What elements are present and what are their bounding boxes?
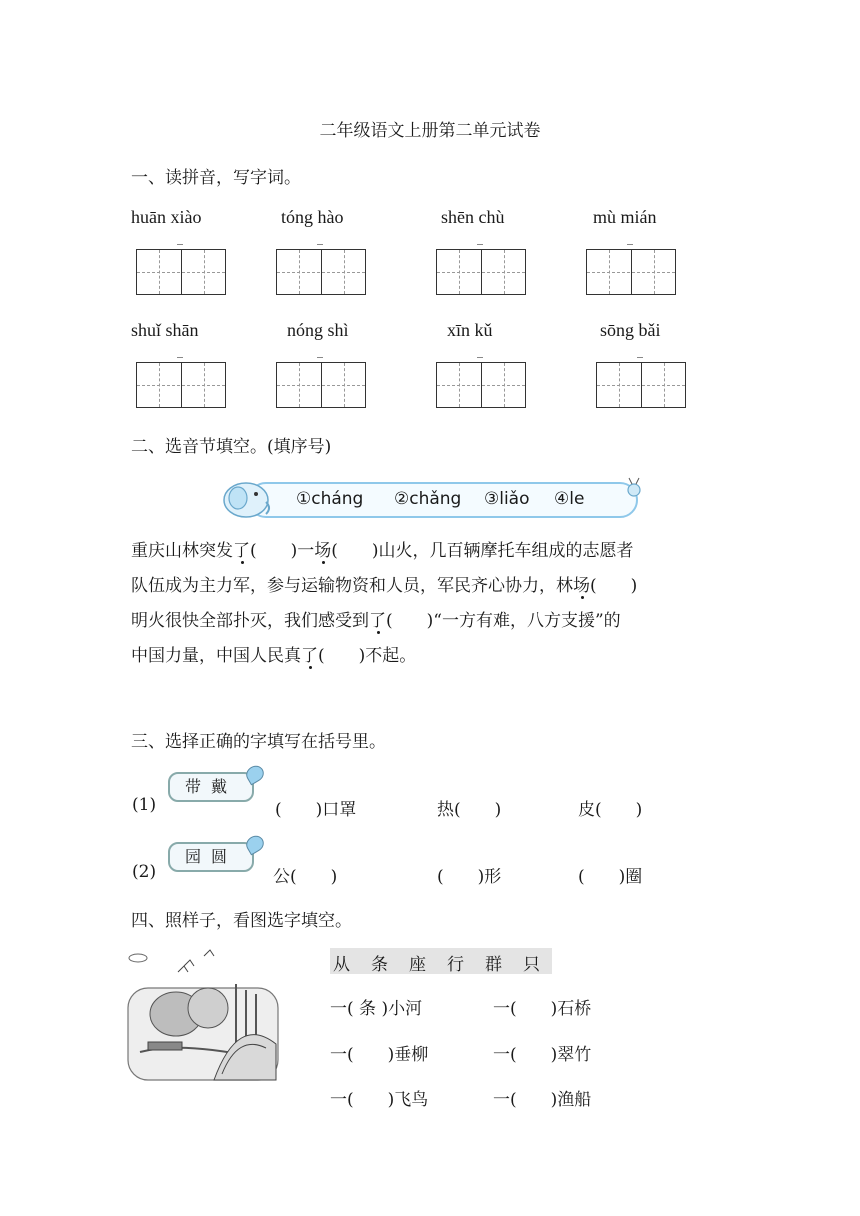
blank[interactable]: ( )不起。 [318,646,417,666]
blank[interactable]: ( )山火，几百辆摩托车组成的志愿者 [331,541,634,561]
pinyin-7: xīn kǔ [447,320,493,340]
q4-item-1a[interactable]: 一( 条 )小河 [330,999,423,1019]
pinyin-4: mù mián [593,207,657,227]
writing-grid[interactable] [136,362,226,408]
q4-item-2a[interactable]: 一( )垂柳 [330,1045,429,1065]
char-option: 座 [409,955,426,975]
q4-item-1b[interactable]: 一( )石桥 [493,999,592,1019]
character-options-bar [330,948,552,974]
writing-grid[interactable] [436,249,526,295]
fill-paragraph: 重庆山林突发了( )一场( )山火，几百辆摩托车组成的志愿者 队伍成为主力军，参与运输物资和人员，军民齐心协力，林场( ) 明火很快全部扑灭，我们感受到了( )“一方有难，八方支援”的 中国力量，中国人民真了( )不起。 [131,541,638,666]
writing-grid[interactable] [276,249,366,295]
q4-item-3b[interactable]: 一( )渔船 [493,1090,592,1110]
section-4-heading: 四、照样子，看图选字填空。 [131,911,352,931]
char-option: 行 [447,955,464,975]
pinyin-2: tóng hào [281,207,344,227]
pinyin-1: huān xiào [131,207,202,227]
q3-blank-2c[interactable]: ( )圈 [578,867,643,887]
q3-blank-2b[interactable]: ( )形 [437,867,502,887]
q3-num-2: (2) [132,862,157,882]
q3-blank-1b[interactable]: 热( ) [437,800,502,820]
bridge-scene-illustration [126,944,282,1086]
char-option: 从 [333,955,350,975]
pinyin-6: nóng shì [287,320,349,340]
char-option: 只 [523,955,540,975]
blank[interactable]: ( )“一方有难，八方支援”的 [386,611,621,631]
q4-item-2b[interactable]: 一( )翠竹 [493,1045,592,1065]
writing-grid[interactable] [436,362,526,408]
q3-blank-1a[interactable]: ( )口罩 [275,800,357,820]
char-option: 条 [371,955,388,975]
section-3-heading: 三、选择正确的字填写在括号里。 [131,732,386,752]
writing-grid[interactable] [596,362,686,408]
q3-num-1: (1) [132,795,157,815]
writing-grid[interactable] [136,249,226,295]
pinyin-5: shuǐ shān [131,320,199,340]
syllable-option-1: ①cháng [296,489,364,509]
char-option: 群 [485,955,502,975]
q3-blank-2a[interactable]: 公( ) [273,867,338,887]
char-choice-tag: 园圆 [168,842,254,872]
syllable-option-2: ②chǎng [394,489,462,509]
blank[interactable]: ( ) [590,576,638,596]
writing-grid[interactable] [586,249,676,295]
blank[interactable]: ( )一 [250,541,315,561]
q4-item-3a[interactable]: 一( )飞鸟 [330,1090,429,1110]
page-title: 二年级语文上册第二单元试卷 [319,121,541,141]
syllable-option-4: ④le [554,489,585,509]
elephant-icon [216,476,272,522]
section-2-heading: 二、选音节填空。(填序号) [131,437,332,457]
syllable-option-3: ③liǎo [484,489,530,509]
bug-icon [622,476,646,500]
section-1-heading: 一、读拼音，写字词。 [131,168,301,188]
pinyin-8: sōng bǎi [600,320,661,340]
q3-blank-1c[interactable]: 皮( ) [578,800,643,820]
writing-grid[interactable] [276,362,366,408]
pinyin-3: shēn chù [441,207,505,227]
char-choice-tag: 带戴 [168,772,254,802]
